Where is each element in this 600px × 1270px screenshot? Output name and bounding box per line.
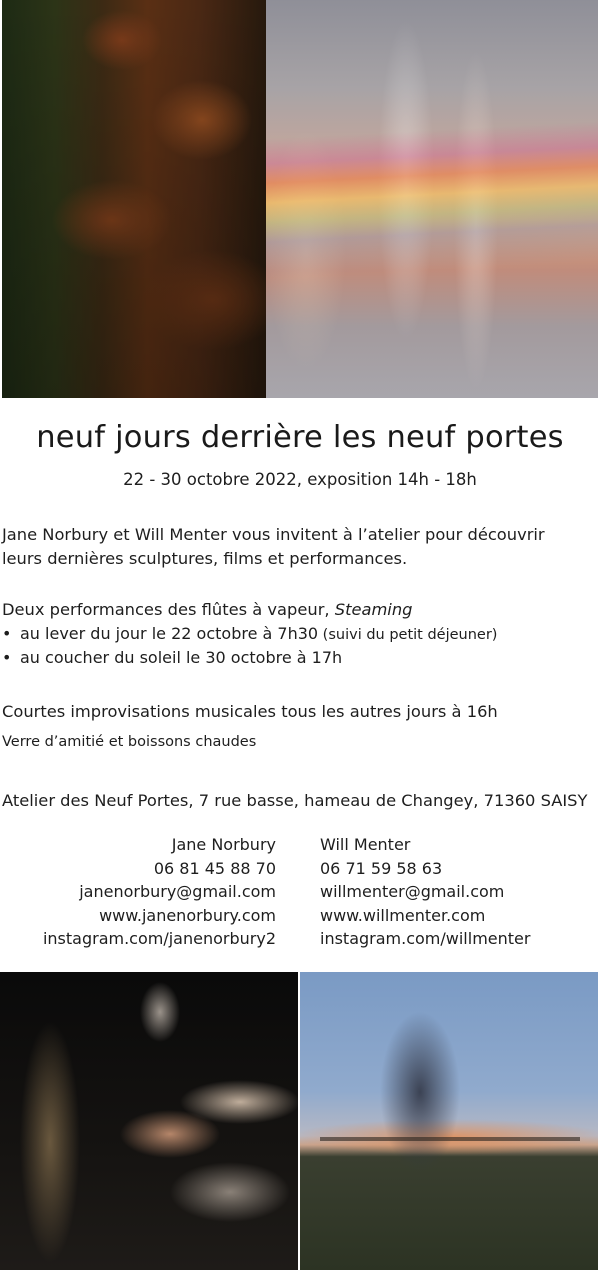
- contact-email[interactable]: willmenter@gmail.com: [320, 882, 505, 901]
- bullet-icon: •: [2, 624, 12, 643]
- sculpture-photo: [0, 972, 298, 1270]
- contact-phone[interactable]: 06 71 59 58 63: [320, 858, 443, 878]
- contact-jane: [43, 833, 276, 951]
- forest-photo-panel: [2, 0, 266, 398]
- improvisations-text: Courtes improvisations musicales tous les autres jours à 16h: [2, 702, 498, 721]
- contact-instagram[interactable]: instagram.com/willmenter: [320, 929, 531, 948]
- performances-heading-italic: Steaming: [334, 600, 413, 619]
- performance-item: [2, 622, 598, 647]
- intro-line-2: leurs dernières sculptures, films et performances.: [2, 549, 408, 568]
- bullet-icon: •: [2, 648, 12, 667]
- atelier-address: Atelier des Neuf Portes, 7 rue basse, hameau de Changey, 71360 SAISY: [2, 791, 588, 810]
- intro-paragraph: [2, 523, 598, 571]
- page-title: neuf jours derrière les neuf portes: [36, 420, 564, 455]
- contact-website[interactable]: www.janenorbury.com: [99, 905, 276, 925]
- contact-email[interactable]: janenorbury@gmail.com: [79, 882, 276, 901]
- rainbow-overlay: [266, 121, 598, 278]
- contact-website[interactable]: www.willmenter.com: [320, 905, 486, 925]
- performance-item-text: au coucher du soleil le 30 octobre à 17h: [20, 648, 343, 667]
- exhibition-dates: 22 - 30 octobre 2022, exposition 14h - 18h: [123, 470, 477, 489]
- contact-instagram[interactable]: instagram.com/janenorbury2: [42, 929, 276, 948]
- performance-item-aside: (suivi du petit déjeuner): [318, 627, 498, 643]
- performance-item: [2, 646, 598, 670]
- hero-photo: [2, 0, 598, 398]
- performance-item-text: au lever du jour le 22 octobre à 7h30: [20, 624, 319, 643]
- verre-text: Verre d’amitié et boissons chaudes: [2, 734, 257, 750]
- contact-name: Will Menter: [320, 835, 411, 854]
- intro-line-1: Jane Norbury et Will Menter vous invitent à l’atelier pour découvrir: [2, 525, 545, 544]
- performances-heading-text: Deux performances des flûtes à vapeur,: [2, 600, 335, 619]
- performances-heading: [2, 598, 598, 622]
- performance-photo: [300, 972, 598, 1270]
- contact-name: Jane Norbury: [171, 835, 276, 854]
- contact-will: [320, 833, 530, 951]
- contact-phone[interactable]: 06 81 45 88 70: [153, 858, 276, 878]
